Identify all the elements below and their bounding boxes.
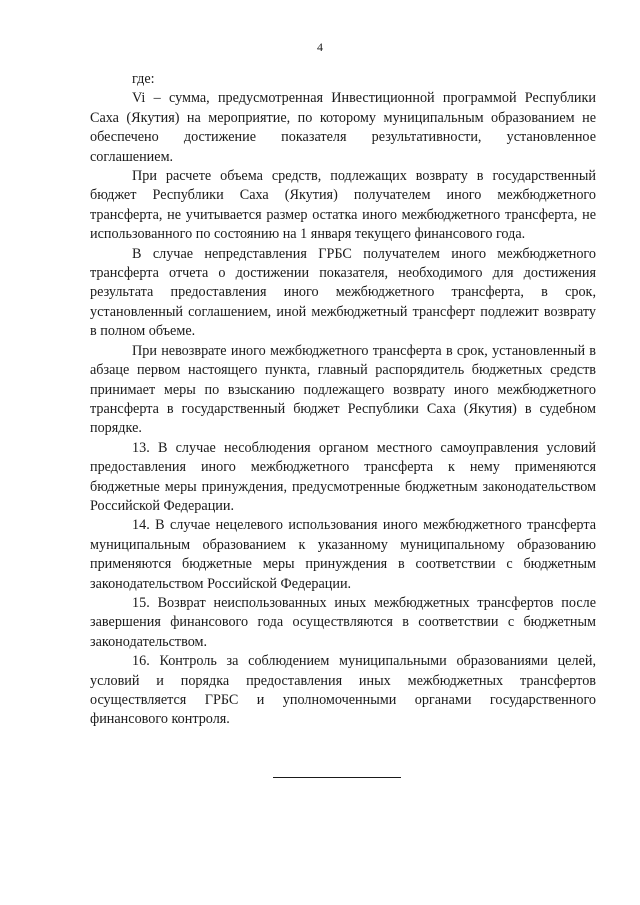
paragraph-vi-definition: Vi – сумма, предусмотренная Инвестиционной программой Республики Саха (Якутия) на мероприятие, по которому муниципальным образованием не обеспечено достижение показателя результативности, установленное соглашением. [90,90,596,165]
paragraph-item-16: 16. Контроль за соблюдением муниципальными образованиями целей, условий и порядка предоставления иных межбюджетных трансфертов осуществляется ГРБС и уполномоченными органами государственного финансового контроля. [90,653,596,728]
end-separator-line [273,777,401,778]
paragraph-non-return: При невозврате иного межбюджетного трансферта в срок, установленный в абзаце первом настоящего пункта, главный распорядитель бюджетных средств принимает меры по взысканию подлежащего возврату иного межбюджетного трансферта в государственный бюджет Республики Саха (Якутия) в судебном порядке. [90,342,596,437]
page-number: 4 [317,40,323,54]
paragraph-item-13: 13. В случае несоблюдения органом местного самоуправления условий предоставления иного межбюджетного трансферта к нему применяются бюджетные меры принуждения, предусмотренные бюджетным законодательством Российской Федерации. [90,439,596,514]
paragraph-item-14: 14. В случае нецелевого использования иного межбюджетного трансферта муниципальным образованием к указанному муниципальному образованию применяются бюджетные меры принуждения в соответствии с бюджетным законодательством Российской Федерации. [90,517,596,592]
paragraph-report-not-submitted: В случае непредставления ГРБС получателем иного межбюджетного трансферта отчета о достижении показателя, необходимого для достижения результата предоставления иного межбюджетного трансферта, в срок, установленный соглашением, иной межбюджетный трансферт подлежит возврату в полном объеме. [90,245,596,340]
document-body [90,70,596,730]
paragraph-where: где: [132,71,155,87]
paragraph-refund-calculation: При расчете объема средств, подлежащих возврату в государственный бюджет Республики Саха (Якутия) получателем иного межбюджетного трансферта, не учитывается размер остатка иного межбюджетного трансферта, не использованного по состоянию на 1 января текущего финансового года. [90,168,596,243]
paragraph-item-15: 15. Возврат неиспользованных иных межбюджетных трансфертов после завершения финансового года осуществляются в соответствии с бюджетным законодательством. [90,594,596,650]
